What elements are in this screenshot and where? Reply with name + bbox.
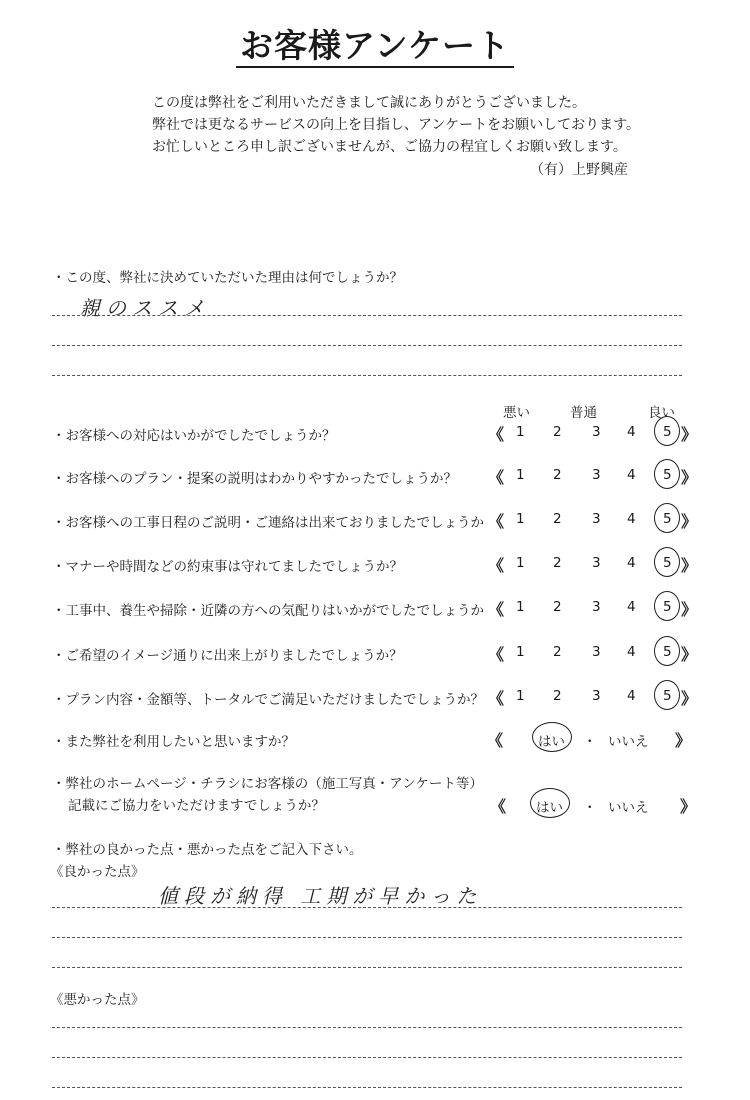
bracket-open: 《 [488, 425, 505, 444]
question-comments: ・弊社の良かった点・悪かった点をご記入下さい。 [52, 842, 363, 858]
question-publish-line-1: ・弊社のホームページ・チラシにお客様の（施工写真・アンケート等） [52, 776, 483, 792]
question-reason: ・この度、弊社に決めていただいた理由は何でしょうか？ [52, 270, 403, 286]
bad-points-header: 《悪かった点》 [50, 992, 145, 1008]
bracket-open: 《 [490, 797, 507, 816]
rating-option-4[interactable]: 4 [627, 688, 636, 704]
bracket-open: 《 [487, 731, 504, 750]
bracket-open: 《 [488, 600, 505, 619]
intro-line-3: お忙しいところ申し訳ございませんが、ご協力の程宜しくお願い致します。 [152, 139, 627, 155]
publish-option-dot: ・ [583, 800, 597, 816]
rating-option-3[interactable]: 3 [592, 467, 601, 483]
rating-option-2[interactable]: 2 [553, 599, 562, 615]
bracket-open: 《 [488, 556, 505, 575]
selected-rating-circle [654, 459, 680, 489]
rating-question-3: ・お客様への工事日程のご説明・ご連絡は出来ておりましたでしょうか [52, 515, 484, 531]
rating-option-2[interactable]: 2 [553, 424, 562, 440]
rating-question-2: ・お客様へのプラン・提案の説明はわかりやすかったでしょうか？ [52, 471, 457, 487]
reason-line-2 [52, 345, 682, 346]
rating-option-5[interactable]: 5 [663, 599, 672, 615]
selected-rating-circle [654, 503, 680, 533]
rating-option-2[interactable]: 2 [553, 511, 562, 527]
rating-option-5[interactable]: 5 [663, 688, 672, 704]
rating-option-3[interactable]: 3 [592, 599, 601, 615]
reason-answer[interactable]: 親のススメ [80, 296, 210, 320]
reuse-option-no[interactable]: いいえ [608, 734, 649, 750]
rating-option-4[interactable]: 4 [627, 424, 636, 440]
rating-option-3[interactable]: 3 [592, 555, 601, 571]
rating-option-4[interactable]: 4 [627, 644, 636, 660]
bracket-open: 《 [488, 689, 505, 708]
good-line-1 [52, 907, 682, 908]
selected-rating-circle [654, 416, 680, 446]
bracket-close: 》 [681, 689, 698, 708]
rating-option-1[interactable]: 1 [516, 511, 525, 527]
page-title: お客様アンケート [0, 20, 750, 67]
good-points-answer[interactable]: 値段が納得 工期が早かった [158, 884, 483, 908]
selected-rating-circle [654, 591, 680, 621]
bad-line-3 [52, 1087, 682, 1088]
intro-line-2: 弊社では更なるサービスの向上を目指し、アンケートをお願いしております。 [152, 117, 641, 133]
bracket-close: 》 [675, 731, 692, 750]
publish-option-yes[interactable]: はい [536, 800, 563, 816]
rating-option-3[interactable]: 3 [592, 688, 601, 704]
reason-line-3 [52, 375, 682, 376]
bracket-close: 》 [681, 425, 698, 444]
selected-rating-circle [654, 636, 680, 666]
rating-option-3[interactable]: 3 [592, 511, 601, 527]
reuse-option-yes[interactable]: はい [538, 734, 565, 750]
bracket-open: 《 [488, 468, 505, 487]
rating-question-1: ・お客様への対応はいかがでしたでしょうか？ [52, 428, 336, 444]
bracket-close: 》 [681, 512, 698, 531]
question-reuse: ・また弊社を利用したいと思いますか？ [52, 734, 295, 750]
company-name: （有）上野興産 [530, 162, 628, 178]
rating-option-2[interactable]: 2 [553, 555, 562, 571]
publish-option-no[interactable]: いいえ [608, 800, 649, 816]
rating-option-5[interactable]: 5 [663, 511, 672, 527]
bracket-close: 》 [681, 468, 698, 487]
rating-option-1[interactable]: 1 [516, 599, 525, 615]
rating-option-5[interactable]: 5 [663, 467, 672, 483]
bracket-open: 《 [488, 645, 505, 664]
rating-question-7: ・プラン内容・金額等、トータルでご満足いただけましたでしょうか？ [52, 692, 484, 708]
bracket-open: 《 [488, 512, 505, 531]
good-line-3 [52, 967, 682, 968]
rating-option-3[interactable]: 3 [592, 644, 601, 660]
rating-option-1[interactable]: 1 [516, 688, 525, 704]
rating-option-4[interactable]: 4 [627, 555, 636, 571]
bracket-close: 》 [681, 556, 698, 575]
bad-line-1 [52, 1027, 682, 1028]
bracket-close: 》 [681, 600, 698, 619]
rating-option-5[interactable]: 5 [663, 555, 672, 571]
reason-line-1 [52, 315, 682, 316]
rating-option-1[interactable]: 1 [516, 555, 525, 571]
rating-option-1[interactable]: 1 [516, 424, 525, 440]
rating-option-1[interactable]: 1 [516, 644, 525, 660]
intro-line-1: この度は弊社をご利用いただきまして誠にありがとうございました。 [152, 95, 586, 111]
reuse-option-dot: ・ [583, 734, 597, 750]
rating-option-2[interactable]: 2 [553, 688, 562, 704]
bracket-close: 》 [680, 797, 697, 816]
rating-question-6: ・ご希望のイメージ通りに出来上がりましたでしょうか？ [52, 648, 403, 664]
rating-option-4[interactable]: 4 [627, 511, 636, 527]
selected-rating-circle [654, 547, 680, 577]
reuse-yes-circle [532, 722, 572, 752]
rating-option-5[interactable]: 5 [663, 424, 672, 440]
rating-option-4[interactable]: 4 [627, 599, 636, 615]
question-publish-line-2: 記載にご協力をいただけますでしょうか？ [68, 798, 325, 814]
good-points-header: 《良かった点》 [50, 864, 145, 880]
bad-line-2 [52, 1057, 682, 1058]
scale-label-good: 良い [648, 405, 675, 421]
good-line-2 [52, 937, 682, 938]
scale-label-normal: 普通 [570, 405, 597, 421]
rating-option-2[interactable]: 2 [553, 467, 562, 483]
bracket-close: 》 [681, 645, 698, 664]
rating-option-4[interactable]: 4 [627, 467, 636, 483]
rating-option-1[interactable]: 1 [516, 467, 525, 483]
rating-question-5: ・工事中、養生や掃除・近隣の方への気配りはいかがでしたでしょうか [52, 603, 484, 619]
rating-option-2[interactable]: 2 [553, 644, 562, 660]
rating-option-3[interactable]: 3 [592, 424, 601, 440]
rating-option-5[interactable]: 5 [663, 644, 672, 660]
scale-label-bad: 悪い [503, 405, 530, 421]
rating-question-4: ・マナーや時間などの約束事は守れてましたでしょうか？ [52, 559, 403, 575]
publish-yes-circle [530, 788, 570, 818]
selected-rating-circle [654, 680, 680, 710]
